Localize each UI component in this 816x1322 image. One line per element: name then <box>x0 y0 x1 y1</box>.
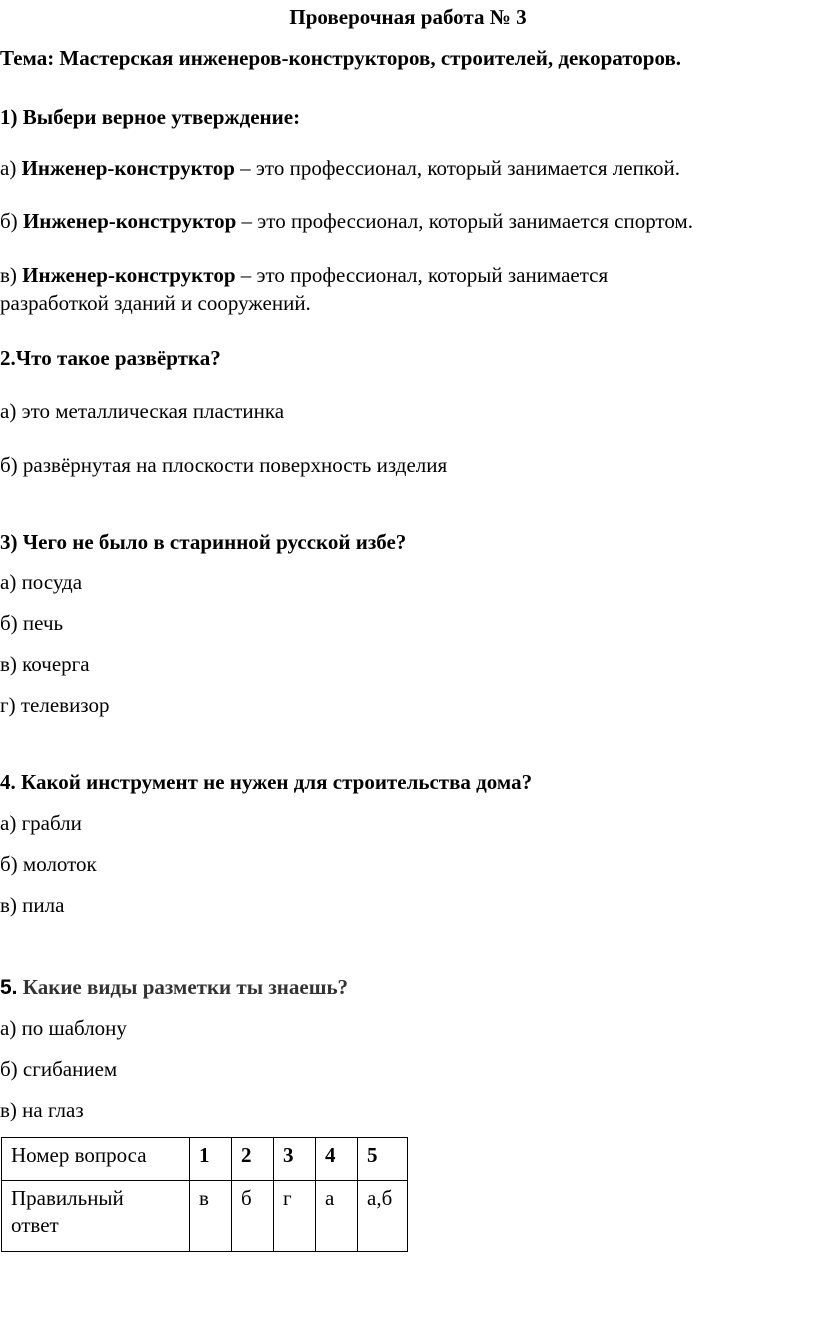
row-label-line: ответ <box>11 1213 59 1237</box>
table-header-label: Номер вопроса <box>2 1138 190 1181</box>
q4-option-a: а) грабли <box>0 811 82 835</box>
option-term: Инженер-конструктор <box>22 209 237 233</box>
q2-question: 2.Что такое развёртка? <box>0 346 221 370</box>
q4-option-b: б) молоток <box>0 852 97 876</box>
q1-question: 1) Выбери верное утверждение: <box>0 105 301 129</box>
q3-option-a: а) посуда <box>0 570 83 594</box>
option-prefix: в) <box>0 263 23 287</box>
option-text: – это профессионал, который занимается спортом. <box>236 209 693 233</box>
q5-option-c: в) на глаз <box>0 1098 84 1122</box>
option-prefix: б) <box>0 209 23 233</box>
q4-question: 4. Какой инструмент не нужен для строительства дома? <box>0 770 533 794</box>
table-cell-answer: в <box>190 1181 232 1252</box>
q5-question <box>0 974 348 1001</box>
table-header-number: 4 <box>316 1138 358 1181</box>
table-cell-answer: г <box>274 1181 316 1252</box>
q5-number: 5. <box>0 976 18 999</box>
q2-option-b: б) развёрнутая на плоскости поверхность изделия <box>0 453 448 477</box>
q1-option-c <box>0 262 608 288</box>
q1-option-b <box>0 208 693 234</box>
answer-table <box>1 1137 408 1252</box>
q5-option-a: а) по шаблону <box>0 1016 127 1040</box>
option-prefix: а) <box>0 156 22 180</box>
q3-option-d: г) телевизор <box>0 693 110 717</box>
table-cell-answer: б <box>232 1181 274 1252</box>
option-text: – это профессионал, который занимается лепкой. <box>234 156 680 180</box>
table-cell-answer: а,б <box>358 1181 408 1252</box>
q3-option-b: б) печь <box>0 611 64 635</box>
q3-question: 3) Чего не было в старинной русской избе? <box>0 530 407 554</box>
option-term: Инженер-конструктор <box>22 263 236 287</box>
table-row <box>2 1181 408 1252</box>
table-header-number: 2 <box>232 1138 274 1181</box>
q5-text: Какие виды разметки ты знаешь? <box>17 975 349 999</box>
q1-option-c-continued: разработкой зданий и сооружений. <box>0 291 311 315</box>
q5-option-b: б) сгибанием <box>0 1057 118 1081</box>
option-text: – это профессионал, который занимается <box>235 263 609 287</box>
topic-line: Тема: Мастерская инженеров-конструкторов, строителей, декораторов. <box>0 46 682 70</box>
table-header-number: 1 <box>190 1138 232 1181</box>
q1-option-a <box>0 155 680 181</box>
table-header-row <box>2 1138 408 1181</box>
row-label-line: Правильный <box>11 1186 124 1210</box>
q3-option-c: в) кочерга <box>0 652 90 676</box>
q2-option-a: а) это металлическая пластинка <box>0 399 285 423</box>
table-header-number: 3 <box>274 1138 316 1181</box>
q4-option-c: в) пила <box>0 893 65 917</box>
option-term: Инженер-конструктор <box>21 156 235 180</box>
page-title: Проверочная работа № 3 <box>289 5 527 29</box>
table-cell-answer: а <box>316 1181 358 1252</box>
table-header-number: 5 <box>358 1138 408 1181</box>
table-row-label <box>2 1181 190 1252</box>
